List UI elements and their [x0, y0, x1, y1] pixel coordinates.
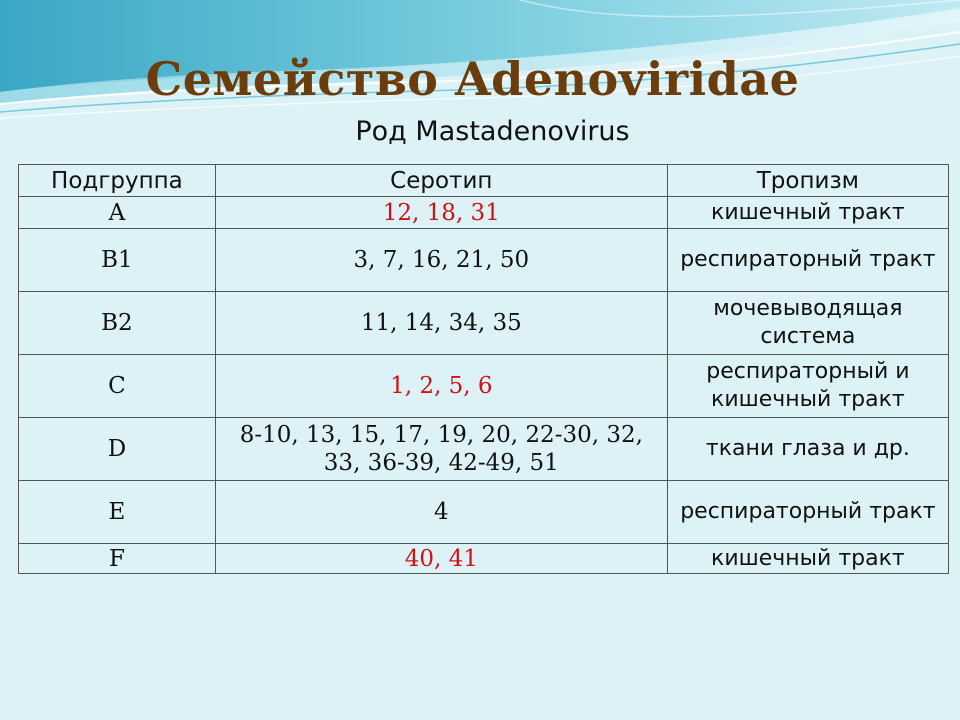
serotype-cell: 8-10, 13, 15, 17, 19, 20, 22-30, 32, 33, 36-39, 42-49, 51 — [215, 418, 667, 481]
serotype-cell: 40, 41 — [215, 544, 667, 574]
serotype-cell: 4 — [215, 481, 667, 544]
subgroup-cell: A — [19, 197, 216, 229]
table-row — [19, 481, 949, 544]
table-row — [19, 229, 949, 292]
table-row — [19, 418, 949, 481]
table-row — [19, 197, 949, 229]
slide-subtitle: Род Mastadenovirus — [355, 116, 630, 147]
header-subgroup: Подгруппа — [19, 165, 216, 197]
header-tropism: Тропизм — [667, 165, 948, 197]
tropism-cell: ткани глаза и др. — [667, 418, 948, 481]
subgroup-cell: F — [19, 544, 216, 574]
serotype-table — [18, 164, 949, 574]
table-row — [19, 292, 949, 355]
header-serotype: Серотип — [215, 165, 667, 197]
tropism-cell: мочевыводящая система — [667, 292, 948, 355]
table-header-row — [19, 165, 949, 197]
table-row — [19, 355, 949, 418]
tropism-cell: респираторный и кишечный тракт — [667, 355, 948, 418]
serotype-cell: 11, 14, 34, 35 — [215, 292, 667, 355]
subgroup-cell: D — [19, 418, 216, 481]
subgroup-cell: C — [19, 355, 216, 418]
tropism-cell: респираторный тракт — [667, 229, 948, 292]
tropism-cell: кишечный тракт — [667, 544, 948, 574]
serotype-cell: 3, 7, 16, 21, 50 — [215, 229, 667, 292]
tropism-cell: кишечный тракт — [667, 197, 948, 229]
subgroup-cell: B2 — [19, 292, 216, 355]
serotype-cell: 1, 2, 5, 6 — [215, 355, 667, 418]
subgroup-cell: B1 — [19, 229, 216, 292]
slide-title: Семейство Adenoviridae — [145, 52, 800, 106]
subgroup-cell: E — [19, 481, 216, 544]
tropism-cell: респираторный тракт — [667, 481, 948, 544]
table-row — [19, 544, 949, 574]
serotype-cell: 12, 18, 31 — [215, 197, 667, 229]
